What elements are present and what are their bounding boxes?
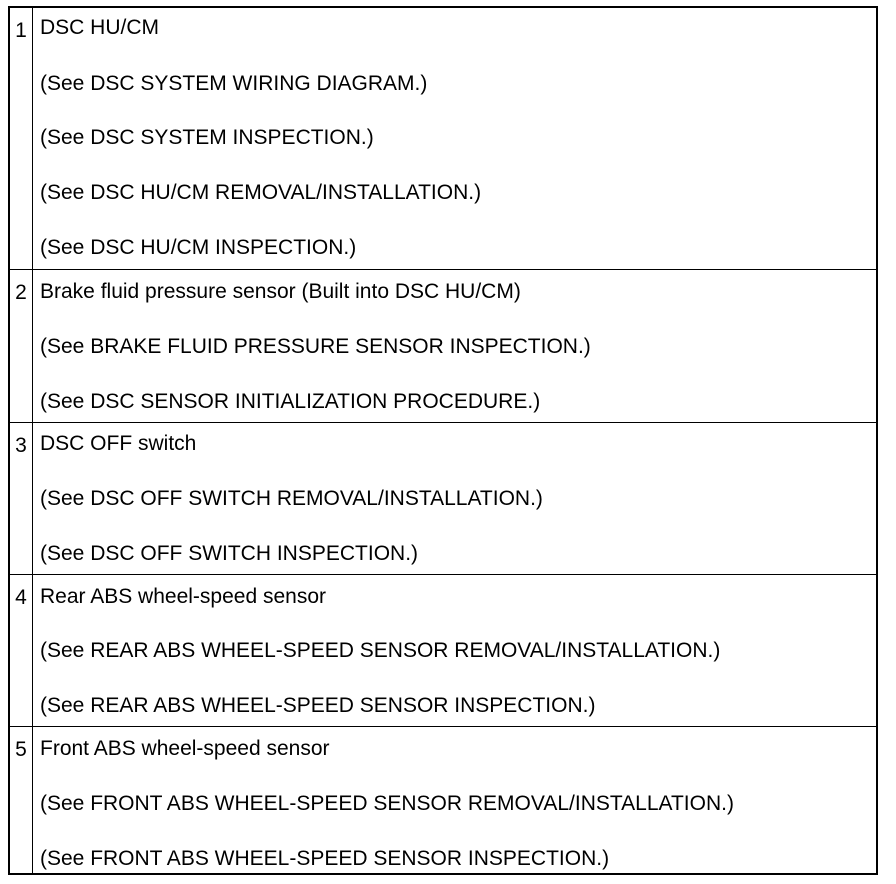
component-title: Rear ABS wheel-speed sensor — [40, 585, 326, 608]
reference-link[interactable]: (See FRONT ABS WHEEL-SPEED SENSOR INSPECTION.) — [40, 847, 610, 870]
table-row — [10, 575, 876, 727]
component-title: Front ABS wheel-speed sensor — [40, 737, 330, 760]
component-title: DSC HU/CM — [40, 16, 159, 39]
reference-link[interactable]: (See DSC SENSOR INITIALIZATION PROCEDURE.) — [40, 390, 541, 413]
row-number: 4 — [10, 575, 33, 726]
component-title: Brake fluid pressure sensor (Built into DSC HU/CM) — [40, 280, 521, 303]
table-row — [10, 727, 876, 873]
table-row — [10, 8, 876, 270]
reference-link[interactable]: (See DSC SYSTEM INSPECTION.) — [40, 126, 374, 149]
table-row — [10, 270, 876, 423]
reference-link[interactable]: (See DSC HU/CM INSPECTION.) — [40, 236, 357, 259]
reference-link[interactable]: (See REAR ABS WHEEL-SPEED SENSOR INSPECTION.) — [40, 694, 596, 717]
row-number: 5 — [10, 727, 33, 873]
component-table — [8, 6, 878, 875]
row-number: 2 — [10, 270, 33, 422]
reference-link[interactable]: (See BRAKE FLUID PRESSURE SENSOR INSPECTION.) — [40, 335, 591, 358]
row-number: 3 — [10, 423, 33, 574]
component-title: DSC OFF switch — [40, 432, 197, 455]
reference-link[interactable]: (See FRONT ABS WHEEL-SPEED SENSOR REMOVAL/INSTALLATION.) — [40, 792, 734, 815]
reference-link[interactable]: (See DSC OFF SWITCH REMOVAL/INSTALLATION.) — [40, 487, 543, 510]
row-number: 1 — [10, 8, 33, 269]
reference-link[interactable]: (See DSC OFF SWITCH INSPECTION.) — [40, 542, 419, 565]
reference-link[interactable]: (See DSC SYSTEM WIRING DIAGRAM.) — [40, 72, 428, 95]
reference-link[interactable]: (See REAR ABS WHEEL-SPEED SENSOR REMOVAL/INSTALLATION.) — [40, 639, 721, 662]
reference-link[interactable]: (See DSC HU/CM REMOVAL/INSTALLATION.) — [40, 181, 482, 204]
table-row — [10, 423, 876, 575]
